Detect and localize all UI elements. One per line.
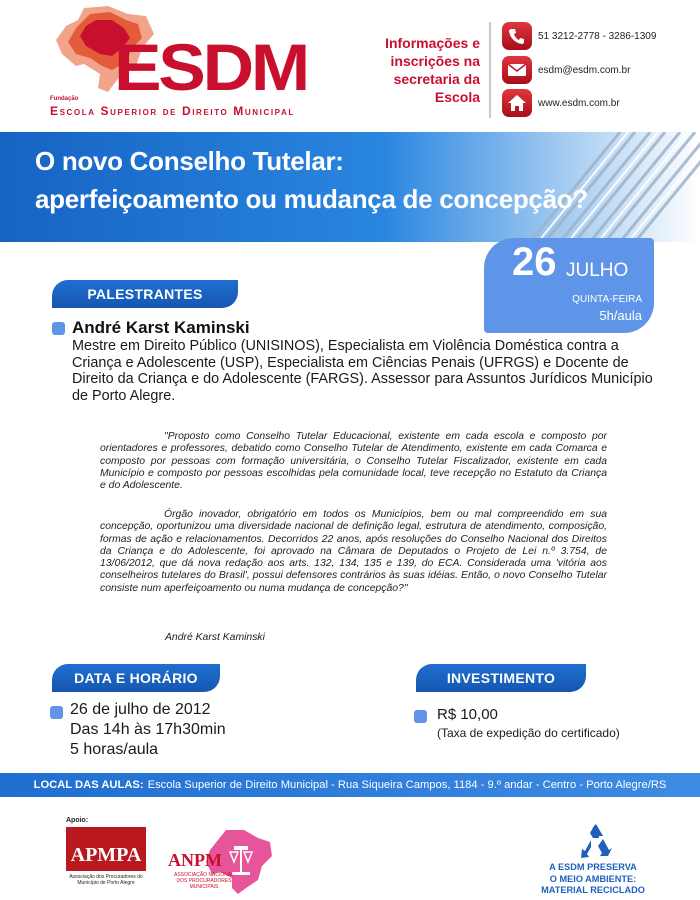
website-link[interactable]: www.esdm.com.br bbox=[538, 97, 620, 109]
anpm-logo bbox=[168, 828, 278, 896]
date-weekday: QUINTA-FEIRA bbox=[572, 294, 642, 305]
schedule-date: 26 de julho de 2012 bbox=[70, 701, 211, 718]
location-bar bbox=[0, 773, 700, 797]
quote-author: André Karst Kaminski bbox=[165, 632, 265, 643]
schedule-load: 5 horas/aula bbox=[70, 741, 159, 758]
location-address: Escola Superior de Direito Municipal - Rua Siqueira Campos, 1184 - 9.º andar - Centro - Porto Alegre/RS bbox=[147, 779, 667, 791]
logo-wordmark: ESDM bbox=[114, 30, 307, 104]
email-link[interactable]: esdm@esdm.com.br bbox=[538, 64, 631, 76]
apmpa-name: APMPA bbox=[66, 827, 146, 871]
title-band bbox=[0, 132, 700, 242]
investment-note: (Taxa de expedição do certificado) bbox=[437, 726, 620, 740]
logo-fundacao: Fundação bbox=[50, 96, 79, 102]
envelope-icon bbox=[502, 56, 532, 84]
eco-message: A ESDM PRESERVA O MEIO AMBIENTE: MATERIAL RECICLADO bbox=[541, 862, 645, 895]
bullet-icon bbox=[414, 710, 427, 723]
date-badge bbox=[484, 238, 654, 333]
phone-icon bbox=[502, 22, 532, 50]
info-divider bbox=[489, 22, 491, 118]
page-title-line-2: aperfeiçoamento ou mudança de concepção? bbox=[35, 184, 588, 214]
apmpa-logo bbox=[66, 827, 146, 895]
location-label: LOCAL DAS AULAS: bbox=[33, 779, 144, 791]
recycle-icon bbox=[576, 822, 616, 860]
quote-paragraph-2: Órgão inovador, obrigatório em todos os Municípios, bem ou mal compreendido em sua concepção, oportunizou uma diversidade nacional de definição legal, estrutura de atendimento, composição, formas de ação e relacionamentos. Decorridos 22 anos, após resoluções do Conselho Nacional dos Direitos da Criança e do Adolescente, foi aprovado na Câmara de Deputados o Projeto de Lei n.º 3.754, de 13/06/2012, que dá nova redação aos arts. 132, 134, 135 e 139, do ECA. Considerada uma 'vitória aos conselheiros tutelares do Brasil', possui defensores contrários às suas idéias. Então, o novo Conselho Tutelar consiste num aperfeiçoamento ou numa mudança de concepção?" bbox=[100, 509, 607, 594]
section-palestrantes: PALESTRANTES bbox=[52, 280, 238, 308]
info-label: Informações e inscrições na secretaria da Escola bbox=[385, 35, 480, 105]
contact-website[interactable] bbox=[502, 89, 620, 117]
quote-paragraph-1: "Proposto como Conselho Tutelar Educacional, existente em cada escola e composto por orientadores e professores, debatido como Conselho Tutelar de Atendimento, existente em cada Comarca e composto por pessoas com formação universitária, o Conselho Tutelar Fiscalizador, existente em cada Município e composto por pessoas escolhidas pela comunidade local, teve recepção no Estatuto da Criança e do Adolescente. bbox=[100, 431, 607, 492]
speaker-name: André Karst Kaminski bbox=[72, 318, 250, 337]
speaker-bio: Mestre em Direito Público (UNISINOS), Especialista em Violência Doméstica contra a Criança e Adolescente (USP), Especialista em Ciências Penais (UFRGS) e Docente de Direito da Criança e do Adolescente (FARGS). Assessor para Assuntos Jurídicos Município de Porto Alegre. bbox=[72, 338, 653, 404]
bullet-icon bbox=[50, 706, 63, 719]
contact-email[interactable] bbox=[502, 56, 630, 84]
date-month: JULHO bbox=[566, 260, 629, 281]
apmpa-subtitle: Associação dos Procuradores do Município de Porto Alegre bbox=[69, 874, 143, 886]
anpm-name: ANPM bbox=[168, 850, 222, 870]
date-day: 26 bbox=[512, 240, 557, 284]
schedule-time: Das 14h às 17h30min bbox=[70, 721, 226, 738]
date-hours: 5h/aula bbox=[599, 308, 642, 323]
phone-text: 51 3212-2778 - 3286-1309 bbox=[538, 30, 657, 42]
esdm-logo bbox=[50, 4, 330, 122]
section-investimento: INVESTIMENTO bbox=[416, 664, 586, 692]
investment-price: R$ 10,00 bbox=[437, 706, 498, 723]
section-data-horario: DATA E HORÁRIO bbox=[52, 664, 220, 692]
page-title-line-1: O novo Conselho Tutelar: bbox=[35, 146, 344, 176]
apoio-label: Apoio: bbox=[66, 817, 89, 824]
home-icon bbox=[502, 89, 532, 117]
anpm-subtitle: ASSOCIAÇÃO NACIONAL DOS PROCURADORES MUNICIPAIS bbox=[173, 872, 234, 890]
bullet-icon bbox=[52, 322, 65, 335]
contact-phone bbox=[502, 22, 656, 50]
logo-subtitle: Escola Superior de Direito Municipal bbox=[50, 104, 295, 118]
